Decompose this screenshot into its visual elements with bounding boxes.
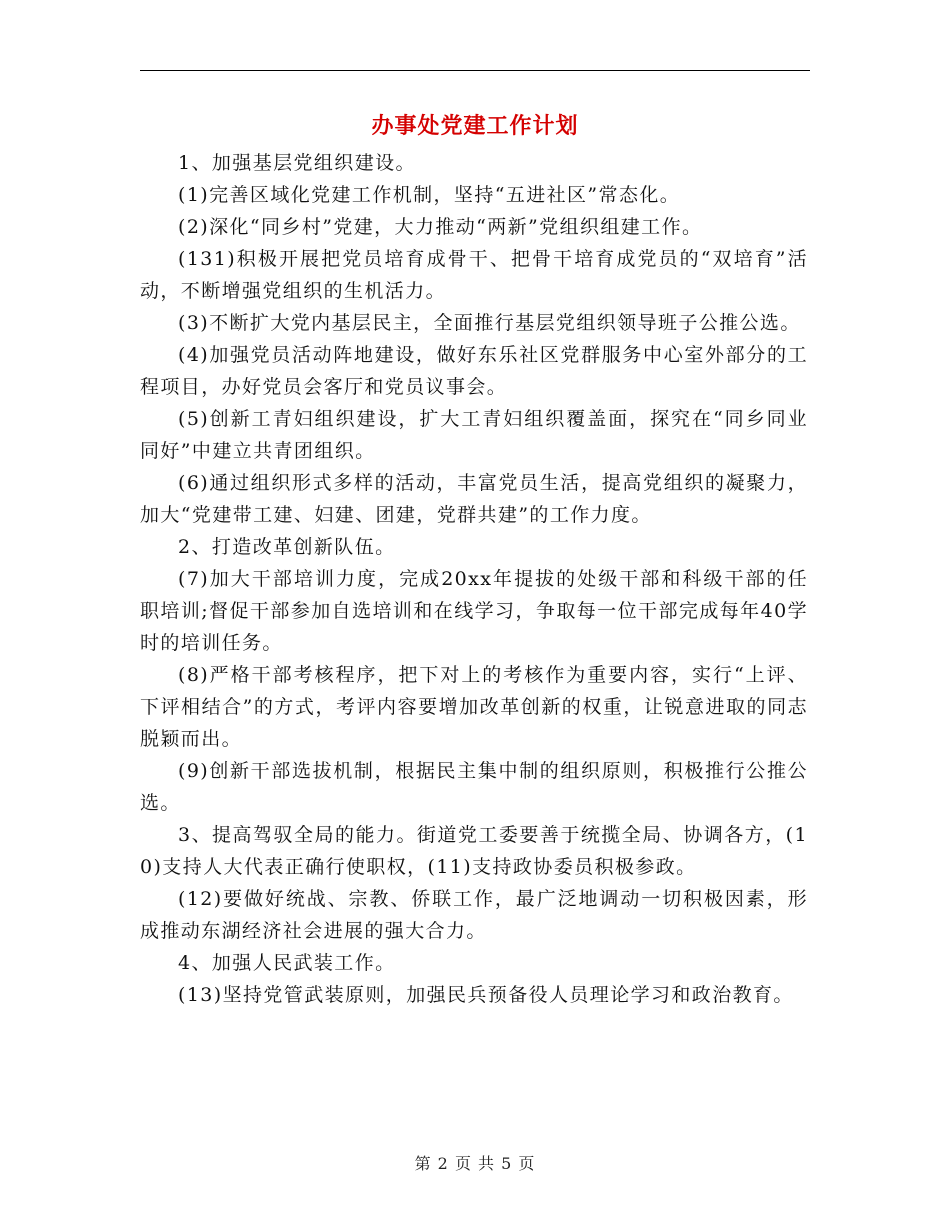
paragraph: (7)加大干部培训力度，完成20xx年提拔的处级干部和科级干部的任职培训;督促干部参加自选培训和在线学习，争取每一位干部完成每年40学时的培训任务。 [140, 568, 808, 654]
paragraph: (6)通过组织形式多样的活动，丰富党员生活，提高党组织的凝聚力，加大“党建带工建、妇建、团建，党群共建”的工作力度。 [140, 472, 808, 526]
paragraph: (1)完善区域化党建工作机制，坚持“五进社区”常态化。 [178, 184, 681, 206]
document-title: 办事处党建工作计划 [371, 113, 579, 139]
paragraph: (2)深化“同乡村”党建，大力推动“两新”党组织组建工作。 [178, 216, 703, 238]
paragraph: (13)坚持党管武装原则，加强民兵预备役人员理论学习和政治教育。 [178, 984, 794, 1006]
paragraph: (5)创新工青妇组织建设，扩大工青妇组织覆盖面，探究在“同乡同业同好”中建立共青团组织。 [140, 408, 808, 462]
paragraph: 4、加强人民武装工作。 [178, 952, 396, 974]
paragraph: (12)要做好统战、宗教、侨联工作，最广泛地调动一切积极因素，形成推动东湖经济社会进展的强大合力。 [140, 888, 808, 942]
paragraph: (8)严格干部考核程序，把下对上的考核作为重要内容，实行“上评、下评相结合”的方式，考评内容要增加改革创新的权重，让锐意进取的同志脱颖而出。 [140, 664, 808, 750]
page-number: 第 2 页 共 5 页 [414, 1154, 536, 1173]
paragraph: 2、打造改革创新队伍。 [178, 536, 396, 558]
header-rule [140, 70, 810, 71]
paragraph: (9)创新干部选拔机制，根据民主集中制的组织原则，积极推行公推公选。 [140, 760, 808, 814]
paragraph: (131)积极开展把党员培育成骨干、把骨干培育成党员的“双培育”活动，不断增强党组织的生机活力。 [140, 248, 808, 302]
paragraph: 1、加强基层党组织建设。 [178, 152, 416, 174]
paragraph: (4)加强党员活动阵地建设，做好东乐社区党群服务中心室外部分的工程项目，办好党员会客厅和党员议事会。 [140, 344, 808, 398]
paragraph: 3、提高驾驭全局的能力。街道党工委要善于统揽全局、协调各方，(10)支持人大代表正确行使职权，(11)支持政协委员积极参政。 [140, 824, 808, 878]
document-body [140, 147, 808, 1011]
paragraph: (3)不断扩大党内基层民主，全面推行基层党组织领导班子公推公选。 [178, 312, 801, 334]
